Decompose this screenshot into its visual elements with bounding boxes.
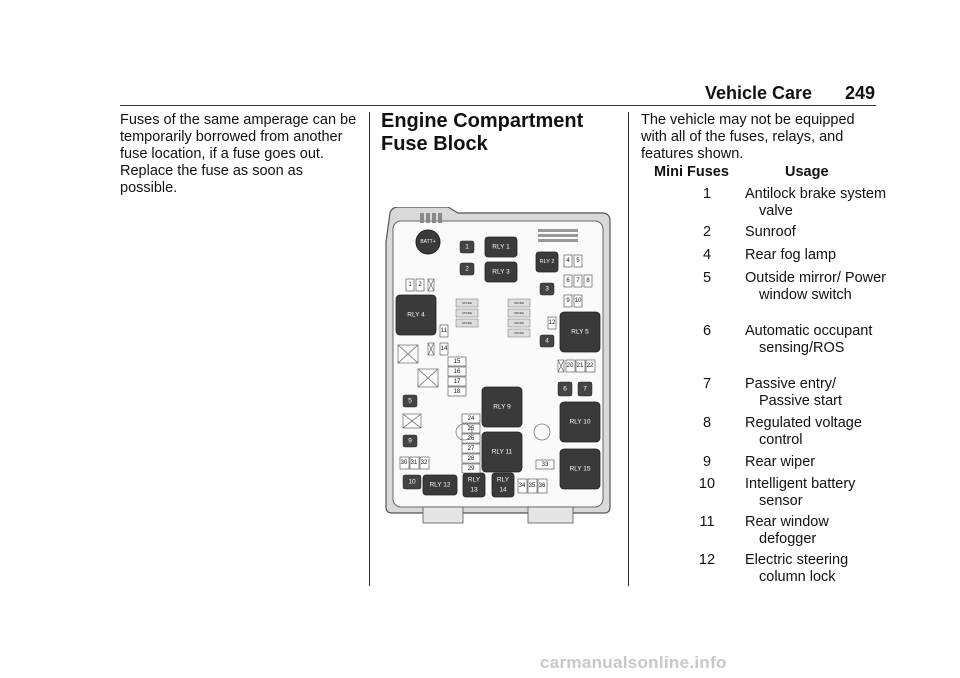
column-divider-left — [369, 112, 370, 586]
svg-text:SPARE: SPARE — [462, 301, 472, 305]
svg-text:RLY 10: RLY 10 — [569, 418, 591, 426]
svg-text:3: 3 — [545, 285, 549, 293]
svg-text:36: 36 — [538, 483, 546, 489]
svg-text:14: 14 — [440, 346, 448, 352]
svg-text:1: 1 — [408, 282, 412, 288]
fuse-4 — [540, 335, 554, 347]
page-number: 249 — [845, 83, 876, 103]
header-usage: Usage — [785, 164, 829, 180]
fuse-32 — [420, 457, 429, 469]
svg-text:SPARE: SPARE — [514, 311, 524, 315]
fuse-8 — [584, 275, 592, 287]
fuse-27 — [462, 444, 480, 453]
svg-text:21: 21 — [576, 363, 584, 369]
fuse-31 — [410, 457, 419, 469]
svg-text:6: 6 — [566, 278, 570, 284]
svg-text:9: 9 — [566, 298, 570, 304]
svg-text:28: 28 — [467, 456, 475, 462]
svg-text:RLY 15: RLY 15 — [569, 465, 591, 473]
fuse-9 — [403, 435, 417, 447]
svg-text:4: 4 — [566, 258, 570, 264]
fuse-block-diagram — [378, 207, 616, 527]
svg-text:30: 30 — [400, 460, 408, 466]
svg-text:33: 33 — [541, 462, 549, 468]
svg-text:10: 10 — [408, 478, 416, 486]
fuse-2 — [460, 263, 474, 275]
svg-text:SPARE: SPARE — [462, 311, 472, 315]
section-heading: Vehicle Care — [705, 83, 813, 103]
section-title-line2: Fuse Block — [381, 133, 488, 155]
svg-text:2: 2 — [465, 265, 469, 273]
fuse-4-top — [564, 255, 572, 267]
svg-text:RLY 3: RLY 3 — [492, 268, 510, 276]
fuse-21 — [576, 360, 585, 372]
svg-text:27: 27 — [467, 446, 475, 452]
svg-text:15: 15 — [453, 359, 461, 365]
fuse-34 — [518, 479, 527, 493]
svg-text:10: 10 — [574, 298, 582, 304]
watermark: carmanualsonline.info — [540, 653, 727, 672]
fuse-5 — [403, 395, 417, 407]
svg-text:RLY: RLY — [496, 476, 510, 484]
fuse-29 — [462, 464, 480, 473]
relay-12 — [423, 475, 457, 495]
svg-text:13: 13 — [470, 486, 478, 494]
relay-11 — [482, 432, 522, 472]
column-3 — [641, 112, 881, 163]
fuse-6 — [558, 382, 572, 396]
relay-5 — [560, 312, 600, 352]
fuse-36 — [538, 479, 547, 493]
fuse-18 — [448, 387, 466, 396]
svg-text:RLY 1: RLY 1 — [492, 243, 510, 251]
fuse-3 — [540, 283, 554, 295]
svg-text:2: 2 — [418, 282, 422, 288]
svg-text:4: 4 — [545, 337, 549, 345]
equipment-note: The vehicle may not be equipped with all of the fuses, relays, and features shown. — [641, 112, 855, 162]
header-rule — [120, 105, 876, 106]
svg-text:29: 29 — [467, 466, 475, 472]
svg-text:SPARE: SPARE — [514, 331, 524, 335]
svg-text:7: 7 — [583, 385, 587, 393]
svg-text:17: 17 — [453, 379, 461, 385]
relay-3 — [485, 262, 517, 282]
relay-4 — [396, 295, 436, 335]
bottom-clip-left — [423, 507, 463, 523]
fuse-9-top — [564, 295, 572, 307]
svg-text:24: 24 — [467, 416, 475, 422]
svg-text:26: 26 — [467, 436, 475, 442]
fuse-28 — [462, 454, 480, 463]
battery-terminal-label: BATT+ — [420, 239, 436, 245]
fuse-2-left — [416, 279, 424, 291]
fuse-12 — [548, 317, 556, 329]
svg-text:25: 25 — [467, 426, 475, 432]
svg-text:RLY: RLY — [467, 476, 481, 484]
relay-2 — [536, 252, 558, 272]
fuse-7-top — [574, 275, 582, 287]
fuse-20 — [566, 360, 575, 372]
svg-text:32: 32 — [420, 460, 428, 466]
fuse-1-left — [406, 279, 414, 291]
fuse-10 — [403, 475, 421, 489]
fuse-17 — [448, 377, 466, 386]
fuse-5-top — [574, 255, 582, 267]
svg-text:RLY 9: RLY 9 — [493, 403, 511, 411]
svg-text:SPARE: SPARE — [514, 321, 524, 325]
fuse-15 — [448, 357, 466, 366]
svg-text:RLY 11: RLY 11 — [491, 448, 513, 456]
fuse-11 — [440, 325, 448, 337]
spare-fuses-left — [456, 299, 478, 327]
svg-text:16: 16 — [453, 369, 461, 375]
relay-1 — [485, 237, 517, 257]
svg-text:35: 35 — [528, 483, 536, 489]
svg-text:1: 1 — [465, 243, 469, 251]
svg-text:RLY 2: RLY 2 — [539, 259, 555, 265]
section-title-line1: Engine Compartment — [381, 110, 584, 132]
svg-text:5: 5 — [408, 397, 412, 405]
svg-text:9: 9 — [408, 437, 412, 445]
svg-text:RLY 5: RLY 5 — [571, 328, 589, 336]
svg-text:RLY 12: RLY 12 — [429, 481, 451, 489]
svg-text:14: 14 — [499, 486, 507, 494]
borrow-fuse-paragraph: Fuses of the same amperage can be temporarily borrowed from another fuse location, if a fuse goes out. Replace the fuse as soon as possible. — [120, 112, 357, 196]
svg-text:6: 6 — [563, 385, 567, 393]
svg-text:22: 22 — [586, 363, 594, 369]
relay-14 — [492, 473, 514, 497]
svg-text:20: 20 — [566, 363, 574, 369]
header-mini-fuses: Mini Fuses — [654, 164, 729, 180]
fuse-24 — [462, 414, 480, 423]
bottom-clip-right — [528, 507, 573, 523]
svg-text:8: 8 — [586, 278, 590, 284]
relay-15 — [560, 449, 600, 489]
svg-text:7: 7 — [576, 278, 580, 284]
column-1 — [120, 112, 360, 197]
svg-text:5: 5 — [576, 258, 580, 264]
fuse-30 — [400, 457, 409, 469]
fuse-33 — [536, 460, 554, 469]
fuse-1 — [460, 241, 474, 253]
svg-text:12: 12 — [548, 320, 556, 326]
svg-text:34: 34 — [518, 483, 526, 489]
relay-13 — [463, 473, 485, 497]
svg-text:RLY 4: RLY 4 — [407, 311, 425, 319]
svg-text:SPARE: SPARE — [462, 321, 472, 325]
fuse-14 — [440, 343, 448, 355]
fuse-16 — [448, 367, 466, 376]
relay-9 — [482, 387, 522, 427]
fuse-10-top — [574, 295, 582, 307]
fuse-22 — [586, 360, 595, 372]
fuse-35 — [528, 479, 537, 493]
fuse-6-top — [564, 275, 572, 287]
column-2 — [381, 110, 621, 156]
svg-text:18: 18 — [453, 389, 461, 395]
fuse-7 — [578, 382, 592, 396]
svg-text:11: 11 — [440, 328, 448, 334]
relay-10 — [560, 402, 600, 442]
svg-text:31: 31 — [410, 460, 418, 466]
column-divider-right — [628, 112, 629, 586]
svg-text:SPARE: SPARE — [514, 301, 524, 305]
